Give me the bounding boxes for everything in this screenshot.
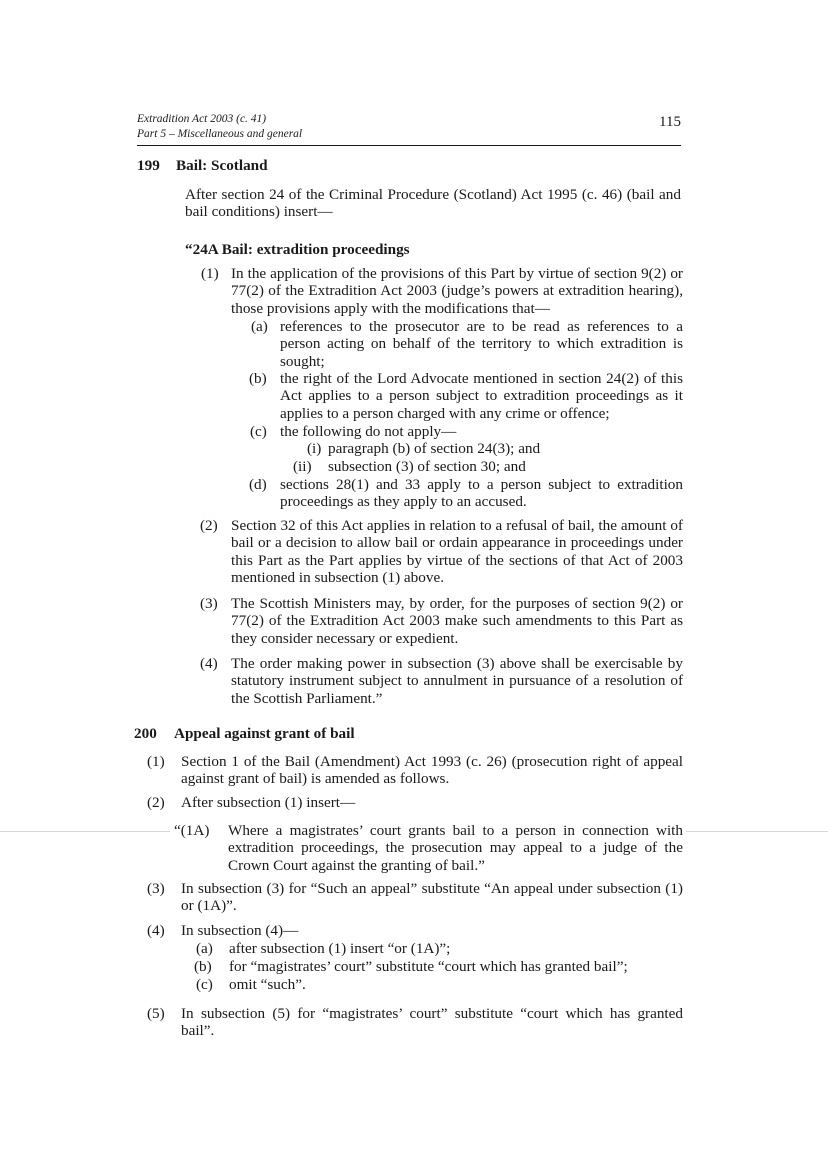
- s199-sub1-subitem-i-number: (i): [307, 440, 322, 457]
- section-199-heading: Bail: Scotland: [176, 157, 268, 174]
- s200-sub5-text: In subsection (5) for “magistrates’ court” substitute “court which has granted bail”.: [181, 1005, 683, 1040]
- s199-sub1-item-d-number: (d): [249, 476, 267, 493]
- s199-sub1-number: (1): [201, 265, 219, 282]
- s200-sub4-item-b-number: (b): [194, 958, 212, 975]
- s199-sub1-item-c-number: (c): [250, 423, 267, 440]
- s199-sub1-item-b-number: (b): [249, 370, 267, 387]
- s200-sub3-text: In subsection (3) for “Such an appeal” substitute “An appeal under subsection (1) or (1A)”.: [181, 880, 683, 915]
- s199-sub3-text: The Scottish Ministers may, by order, for the purposes of section 9(2) or 77(2) of the Extradition Act 2003 make such amendments to this Part as they consider necessary or expedient.: [231, 595, 683, 647]
- s199-sub3-number: (3): [200, 595, 218, 612]
- s199-sub1-subitem-ii-number: (ii): [293, 458, 312, 475]
- s200-sub3-number: (3): [147, 880, 165, 897]
- part-title: Part 5 – Miscellaneous and general: [137, 128, 303, 140]
- section-199-intro: After section 24 of the Criminal Procedure (Scotland) Act 1995 (c. 46) (bail and bail conditions) insert—: [185, 186, 681, 221]
- page-number: 115: [659, 114, 681, 130]
- s199-sub4-number: (4): [200, 655, 218, 672]
- s200-sub4-text: In subsection (4)—: [181, 922, 299, 939]
- s200-sub4-item-c-number: (c): [196, 976, 213, 993]
- s199-sub1-item-a-text: references to the prosecutor are to be read as references to a person acting on behalf of the territory to which extradition is sought;: [280, 318, 683, 370]
- s199-sub1-subitem-i-text: paragraph (b) of section 24(3); and: [328, 440, 541, 457]
- running-header: [137, 112, 302, 142]
- scan-line-right: [686, 831, 828, 832]
- s200-sub1-number: (1): [147, 753, 165, 770]
- s199-sub1-text: In the application of the provisions of this Part by virtue of section 9(2) or 77(2) of the Extradition Act 2003 (judge’s powers at extradition hearing), those provisions apply with the modifications that—: [231, 265, 683, 317]
- s200-sub2-number: (2): [147, 794, 165, 811]
- section-200-number: 200: [134, 725, 157, 742]
- s200-sub4-item-c-text: omit “such”.: [229, 976, 306, 993]
- scan-line-left: [0, 831, 170, 832]
- s200-sub1-text: Section 1 of the Bail (Amendment) Act 1993 (c. 26) (prosecution right of appeal against grant of bail) is amended as follows.: [181, 753, 683, 788]
- s200-sub5-number: (5): [147, 1005, 165, 1022]
- s199-sub1-item-c-text: the following do not apply—: [280, 423, 457, 440]
- s200-sub4-item-a-text: after subsection (1) insert “or (1A)”;: [229, 940, 451, 957]
- act-title: Extradition Act 2003 (c. 41): [137, 113, 267, 125]
- s200-inserted-number: “(1A): [174, 822, 210, 839]
- s199-sub1-item-a-number: (a): [251, 318, 268, 335]
- s199-sub1-subitem-ii-text: subsection (3) of section 30; and: [328, 458, 526, 475]
- s199-sub2-text: Section 32 of this Act applies in relation to a refusal of bail, the amount of bail or a decision to allow bail or ordain appearance in proceedings under this Part as the Part applies by virtue of the sections of that Act of 2003 mentioned in subsection (1) above.: [231, 517, 683, 587]
- s199-sub1-item-d-text: sections 28(1) and 33 apply to a person subject to extradition proceedings as they apply to an accused.: [280, 476, 683, 511]
- s200-sub4-item-a-number: (a): [196, 940, 213, 957]
- section-200-heading: Appeal against grant of bail: [174, 725, 355, 742]
- s200-sub4-item-b-text: for “magistrates’ court” substitute “court which has granted bail”;: [229, 958, 628, 975]
- s200-inserted-text: Where a magistrates’ court grants bail to a person in connection with extradition proceedings, the prosecution may appeal to a judge of the Crown Court against the granting of bail.”: [228, 822, 683, 874]
- s199-sub1-item-b-text: the right of the Lord Advocate mentioned in section 24(2) of this Act applies to a person subject to extradition proceedings as it applies to a person charged with any crime or offence;: [280, 370, 683, 422]
- s200-sub2-text: After subsection (1) insert—: [181, 794, 356, 811]
- section-199-number: 199: [137, 157, 160, 174]
- s199-sub4-text: The order making power in subsection (3) above shall be exercisable by statutory instrument subject to annulment in pursuance of a resolution of the Scottish Parliament.”: [231, 655, 683, 707]
- header-rule: [137, 145, 681, 146]
- inserted-section-heading: “24A Bail: extradition proceedings: [185, 241, 410, 258]
- s200-sub4-number: (4): [147, 922, 165, 939]
- s199-sub2-number: (2): [200, 517, 218, 534]
